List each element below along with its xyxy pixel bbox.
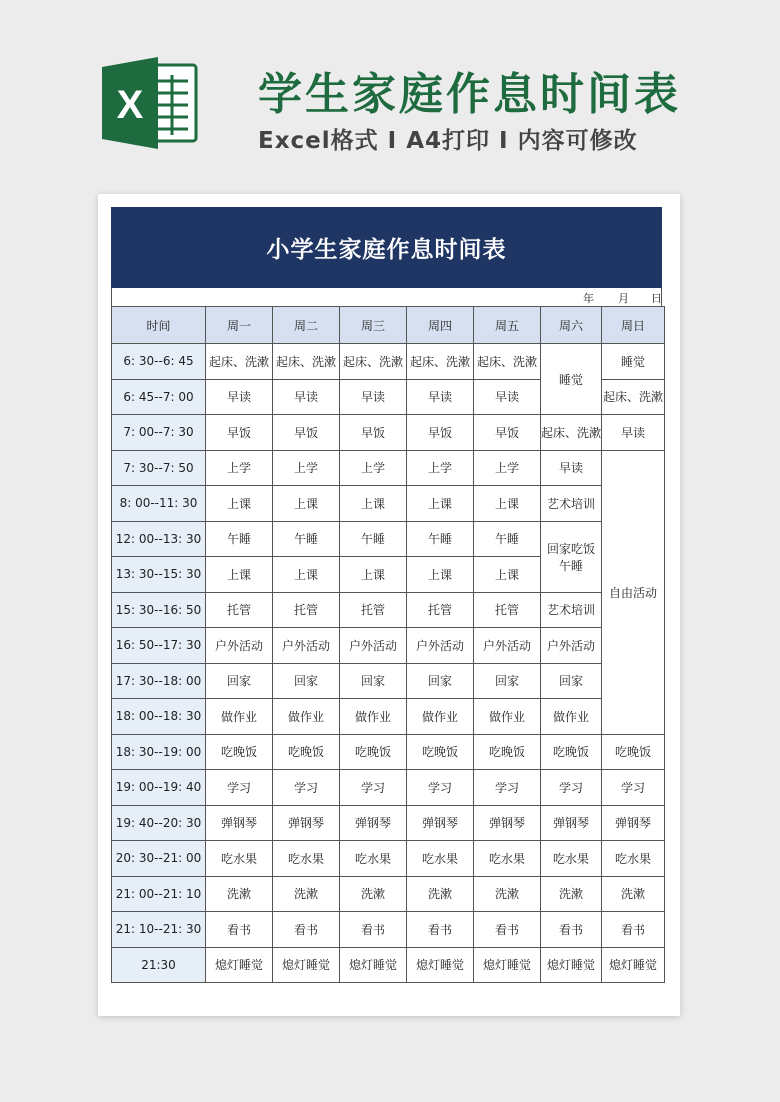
weekday-cell: 上课: [474, 486, 541, 522]
column-header: 周日: [602, 307, 665, 344]
weekday-cell: 熄灯睡觉: [206, 947, 273, 983]
table-row: [112, 699, 665, 735]
table-row: [112, 344, 665, 380]
sunday-cell: 弹钢琴: [602, 805, 665, 841]
sunday-cell: 看书: [602, 912, 665, 948]
table-row: [112, 841, 665, 877]
weekday-cell: 上课: [273, 557, 340, 593]
weekday-cell: 吃晚饭: [474, 734, 541, 770]
sunday-cell: 吃水果: [602, 841, 665, 877]
saturday-cell: 回家: [541, 663, 602, 699]
time-cell: 18: 00--18: 30: [112, 699, 206, 735]
sunday-cell: 早读: [602, 415, 665, 451]
time-cell: 7: 00--7: 30: [112, 415, 206, 451]
weekday-cell: 回家: [474, 663, 541, 699]
saturday-cell: 睡觉: [541, 344, 602, 415]
saturday-cell: 户外活动: [541, 628, 602, 664]
weekday-cell: 熄灯睡觉: [474, 947, 541, 983]
page-headline: 学生家庭作息时间表: [258, 69, 681, 120]
column-header: 周一: [206, 307, 273, 344]
date-day-label: 日: [651, 292, 662, 305]
weekday-cell: 上课: [407, 486, 474, 522]
weekday-cell: 起床、洗漱: [407, 344, 474, 380]
weekday-cell: 看书: [407, 912, 474, 948]
table-row: [112, 734, 665, 770]
weekday-cell: 弹钢琴: [273, 805, 340, 841]
table-row: [112, 415, 665, 451]
weekday-cell: 午睡: [206, 521, 273, 557]
weekday-cell: 吃水果: [206, 841, 273, 877]
weekday-cell: 上课: [474, 557, 541, 593]
weekday-cell: 托管: [206, 592, 273, 628]
date-row: [111, 288, 662, 306]
saturday-cell: 艺术培训: [541, 486, 602, 522]
weekday-cell: 上学: [340, 450, 407, 486]
time-cell: 17: 30--18: 00: [112, 663, 206, 699]
weekday-cell: 起床、洗漱: [474, 344, 541, 380]
weekday-cell: 户外活动: [206, 628, 273, 664]
weekday-cell: 早读: [407, 379, 474, 415]
weekday-cell: 上学: [474, 450, 541, 486]
weekday-cell: 学习: [474, 770, 541, 806]
weekday-cell: 上课: [206, 557, 273, 593]
saturday-cell: 做作业: [541, 699, 602, 735]
weekday-cell: 看书: [474, 912, 541, 948]
weekday-cell: 回家: [273, 663, 340, 699]
weekday-cell: 早饭: [407, 415, 474, 451]
weekday-cell: 户外活动: [340, 628, 407, 664]
time-cell: 8: 00--11: 30: [112, 486, 206, 522]
saturday-cell: 学习: [541, 770, 602, 806]
saturday-cell: 艺术培训: [541, 592, 602, 628]
weekday-cell: 户外活动: [407, 628, 474, 664]
weekday-cell: 户外活动: [273, 628, 340, 664]
sunday-cell: 学习: [602, 770, 665, 806]
time-cell: 6: 45--7: 00: [112, 379, 206, 415]
weekday-cell: 洗漱: [340, 876, 407, 912]
table-row: [112, 876, 665, 912]
saturday-cell: 吃晚饭: [541, 734, 602, 770]
weekday-cell: 做作业: [206, 699, 273, 735]
weekday-cell: 上学: [407, 450, 474, 486]
table-row: [112, 770, 665, 806]
weekday-cell: 洗漱: [474, 876, 541, 912]
saturday-cell: 吃水果: [541, 841, 602, 877]
saturday-cell: 起床、洗漱: [541, 415, 602, 451]
weekday-cell: 回家: [407, 663, 474, 699]
time-cell: 16: 50--17: 30: [112, 628, 206, 664]
time-cell: 20: 30--21: 00: [112, 841, 206, 877]
column-header: 周三: [340, 307, 407, 344]
weekday-cell: 午睡: [273, 521, 340, 557]
weekday-cell: 回家: [206, 663, 273, 699]
excel-logo-letter: X: [116, 83, 144, 127]
table-row: [112, 521, 665, 557]
weekday-cell: 学习: [340, 770, 407, 806]
weekday-cell: 午睡: [340, 521, 407, 557]
weekday-cell: 上课: [340, 486, 407, 522]
weekday-cell: 弹钢琴: [206, 805, 273, 841]
weekday-cell: 吃晚饭: [273, 734, 340, 770]
weekday-cell: 学习: [407, 770, 474, 806]
table-row: [112, 947, 665, 983]
weekday-cell: 做作业: [340, 699, 407, 735]
table-row: [112, 592, 665, 628]
weekday-cell: 托管: [407, 592, 474, 628]
sunday-cell: 起床、洗漱: [602, 379, 665, 415]
excel-icon: [100, 55, 200, 151]
weekday-cell: 吃晚饭: [206, 734, 273, 770]
time-cell: 19: 40--20: 30: [112, 805, 206, 841]
weekday-cell: 起床、洗漱: [206, 344, 273, 380]
sheet-title: 小学生家庭作息时间表: [111, 207, 662, 288]
weekday-cell: 上课: [273, 486, 340, 522]
date-month-label: 月: [618, 292, 629, 305]
weekday-cell: 早饭: [474, 415, 541, 451]
table-row: [112, 450, 665, 486]
saturday-cell: 洗漱: [541, 876, 602, 912]
weekday-cell: 弹钢琴: [340, 805, 407, 841]
weekday-cell: 吃水果: [340, 841, 407, 877]
weekday-cell: 看书: [206, 912, 273, 948]
time-cell: 21:30: [112, 947, 206, 983]
schedule-table: [111, 306, 665, 983]
sunday-cell: 自由活动: [602, 450, 665, 734]
weekday-cell: 做作业: [474, 699, 541, 735]
weekday-cell: 上课: [206, 486, 273, 522]
weekday-cell: 做作业: [273, 699, 340, 735]
weekday-cell: 早读: [474, 379, 541, 415]
page-header: [0, 0, 780, 185]
column-header: 周四: [407, 307, 474, 344]
weekday-cell: 托管: [273, 592, 340, 628]
weekday-cell: 吃水果: [407, 841, 474, 877]
column-header: 周六: [541, 307, 602, 344]
weekday-cell: 做作业: [407, 699, 474, 735]
weekday-cell: 看书: [273, 912, 340, 948]
weekday-cell: 户外活动: [474, 628, 541, 664]
weekday-cell: 托管: [474, 592, 541, 628]
time-cell: 7: 30--7: 50: [112, 450, 206, 486]
date-year-label: 年: [583, 292, 594, 305]
time-cell: 15: 30--16: 50: [112, 592, 206, 628]
weekday-cell: 早饭: [206, 415, 273, 451]
page-subline: Excel格式 I A4打印 I 内容可修改: [258, 128, 638, 154]
weekday-cell: 上课: [340, 557, 407, 593]
column-header: 时间: [112, 307, 206, 344]
weekday-cell: 熄灯睡觉: [273, 947, 340, 983]
weekday-cell: 早饭: [273, 415, 340, 451]
weekday-cell: 吃水果: [273, 841, 340, 877]
column-header: 周五: [474, 307, 541, 344]
weekday-cell: 熄灯睡觉: [407, 947, 474, 983]
table-row: [112, 805, 665, 841]
saturday-cell: 早读: [541, 450, 602, 486]
weekday-cell: 午睡: [407, 521, 474, 557]
weekday-cell: 上课: [407, 557, 474, 593]
table-row: [112, 663, 665, 699]
time-cell: 19: 00--19: 40: [112, 770, 206, 806]
weekday-cell: 洗漱: [407, 876, 474, 912]
table-row: [112, 912, 665, 948]
weekday-cell: 洗漱: [206, 876, 273, 912]
weekday-cell: 看书: [340, 912, 407, 948]
weekday-cell: 起床、洗漱: [273, 344, 340, 380]
saturday-cell: 回家吃饭 午睡: [541, 521, 602, 592]
weekday-cell: 熄灯睡觉: [340, 947, 407, 983]
weekday-cell: 弹钢琴: [407, 805, 474, 841]
weekday-cell: 弹钢琴: [474, 805, 541, 841]
weekday-cell: 午睡: [474, 521, 541, 557]
time-cell: 12: 00--13: 30: [112, 521, 206, 557]
weekday-cell: 学习: [273, 770, 340, 806]
sunday-cell: 熄灯睡觉: [602, 947, 665, 983]
weekday-cell: 吃晚饭: [340, 734, 407, 770]
weekday-cell: 早读: [273, 379, 340, 415]
time-cell: 13: 30--15: 30: [112, 557, 206, 593]
weekday-cell: 早饭: [340, 415, 407, 451]
weekday-cell: 起床、洗漱: [340, 344, 407, 380]
column-header: 周二: [273, 307, 340, 344]
weekday-cell: 学习: [206, 770, 273, 806]
time-cell: 21: 00--21: 10: [112, 876, 206, 912]
sunday-cell: 吃晚饭: [602, 734, 665, 770]
weekday-cell: 上学: [206, 450, 273, 486]
table-row: [112, 628, 665, 664]
weekday-cell: 吃水果: [474, 841, 541, 877]
weekday-cell: 洗漱: [273, 876, 340, 912]
saturday-cell: 看书: [541, 912, 602, 948]
time-cell: 21: 10--21: 30: [112, 912, 206, 948]
weekday-cell: 托管: [340, 592, 407, 628]
saturday-cell: 熄灯睡觉: [541, 947, 602, 983]
weekday-cell: 吃晚饭: [407, 734, 474, 770]
weekday-cell: 早读: [206, 379, 273, 415]
sunday-cell: 洗漱: [602, 876, 665, 912]
time-cell: 18: 30--19: 00: [112, 734, 206, 770]
weekday-cell: 早读: [340, 379, 407, 415]
weekday-cell: 上学: [273, 450, 340, 486]
table-header-row: [112, 307, 665, 344]
time-cell: 6: 30--6: 45: [112, 344, 206, 380]
saturday-cell: 弹钢琴: [541, 805, 602, 841]
weekday-cell: 回家: [340, 663, 407, 699]
sunday-cell: 睡觉: [602, 344, 665, 380]
table-row: [112, 486, 665, 522]
